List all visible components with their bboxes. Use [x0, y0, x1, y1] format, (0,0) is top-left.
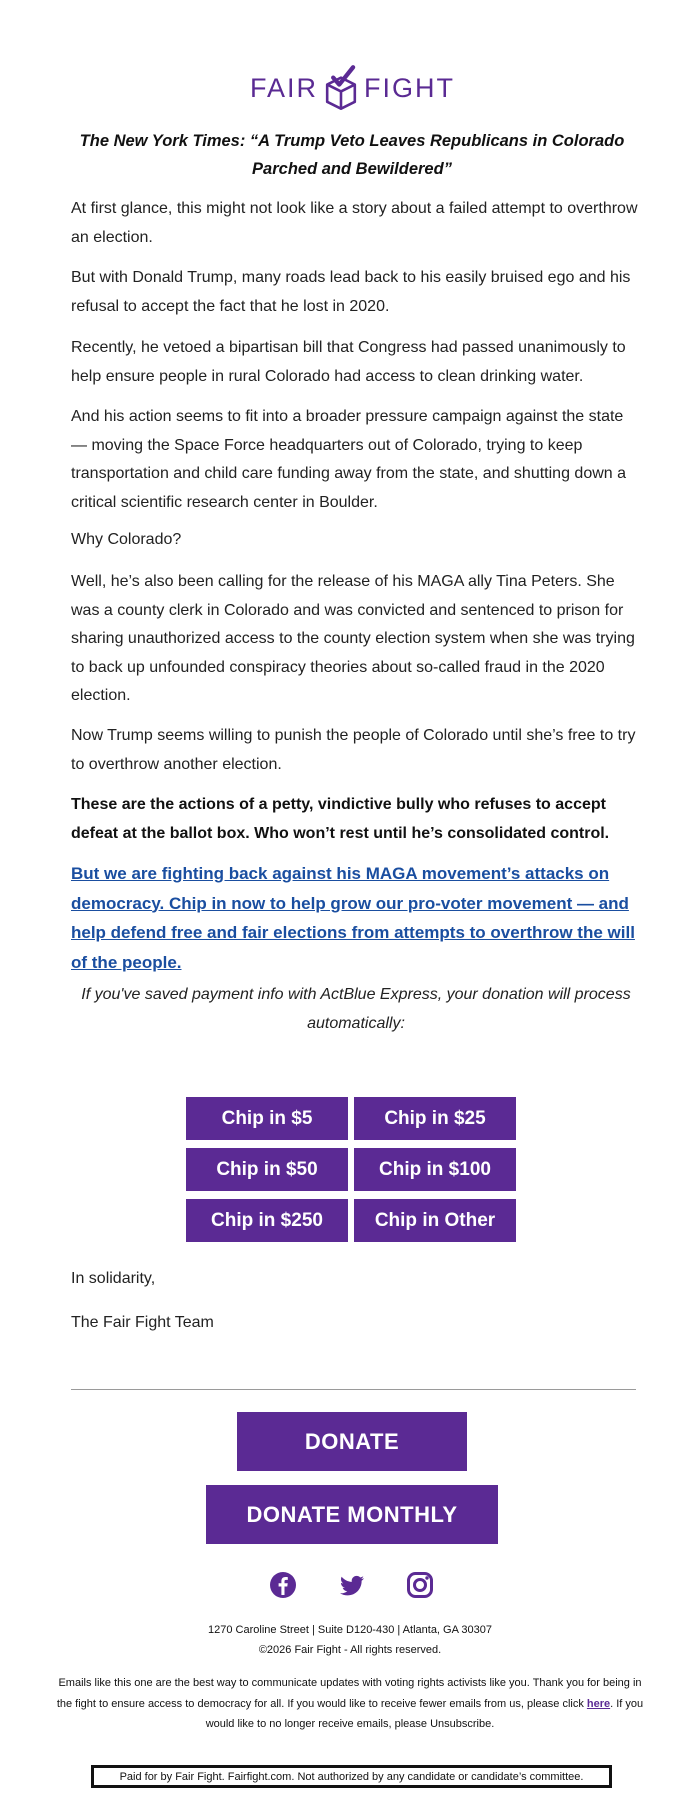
body-paragraph-2: But with Donald Trump, many roads lead back to his easily bruised ego and his refusal to accept the fact that he lost in 2020. — [71, 269, 631, 315]
footer-address: 1270 Caroline Street | Suite D120-430 | Atlanta, GA 30307 — [208, 1624, 492, 1636]
donate-button[interactable]: DONATE — [237, 1412, 467, 1471]
fair-fight-logo[interactable] — [250, 60, 455, 116]
instagram-icon[interactable] — [405, 1570, 435, 1600]
body-paragraph-3: Recently, he vetoed a bipartisan bill that Congress had passed unanimously to help ensure people in rural Colorado had access to clean drinking water. — [71, 339, 626, 385]
fine-print-text: Emails like this one are the best way to communicate updates with voting rights activists like you. Thank you for being in the fight to ensure access to democracy for all. If you would like to receive fewer emails from us, please click — [56, 1677, 642, 1710]
cta-paragraph — [71, 860, 641, 978]
signature: The Fair Fight Team — [71, 1314, 214, 1331]
ballot-box-checkmark-icon — [322, 62, 360, 114]
footer-fine-print — [50, 1673, 650, 1735]
twitter-icon[interactable] — [337, 1570, 367, 1600]
chip-in-50-button[interactable]: Chip in $50 — [186, 1148, 348, 1191]
divider — [71, 1389, 636, 1390]
chip-in-100-button[interactable]: Chip in $100 — [354, 1148, 516, 1191]
fine-print-unsubscribe-text: . If you would like to no longer receive emails, please Unsubscribe. — [205, 1697, 644, 1730]
body-paragraph-4: And his action seems to fit into a broader pressure campaign against the state — moving the Space Force headquarters out of Colorado, trying to keep transportation and child care funding away from the state, and shutting down a critical scientific research center in Boulder. — [71, 408, 627, 511]
body-paragraph-7: Now Trump seems willing to punish the people of Colorado until she’s free to try to overthrow another election. — [71, 727, 636, 773]
logo-word-left: FAIR — [250, 72, 319, 103]
donate-monthly-button[interactable]: DONATE MONTHLY — [206, 1485, 498, 1544]
facebook-icon[interactable] — [268, 1570, 298, 1600]
actblue-express-note: If you've saved payment info with ActBlue Express, your donation will process automatically: — [81, 986, 631, 1032]
body-paragraph-1: At first glance, this might not look like a story about a failed attempt to overthrow an election. — [71, 200, 638, 246]
cta-link[interactable]: But we are fighting back against his MAGA movement’s attacks on democracy. Chip in now to help grow our pro-voter movement — and help defend free and fair elections from attempts to overthrow the will of the people. — [71, 864, 635, 972]
chip-in-other-button[interactable]: Chip in Other — [354, 1199, 516, 1242]
headline: The New York Times: “A Trump Veto Leaves Republicans in Colorado Parched and Bewildered” — [79, 132, 625, 178]
chip-in-250-button[interactable]: Chip in $250 — [186, 1199, 348, 1242]
bold-paragraph: These are the actions of a petty, vindictive bully who refuses to accept defeat at the ballot box. Who won’t rest until he’s consolidated control. — [71, 796, 610, 842]
body-paragraph-5: Why Colorado? — [71, 531, 182, 548]
signoff: In solidarity, — [71, 1270, 156, 1287]
footer-copyright: ©2026 Fair Fight - All rights reserved. — [258, 1644, 442, 1656]
paid-for-disclaimer: Paid for by Fair Fight. Fairfight.com. Not authorized by any candidate or candidate’s committee. — [91, 1765, 612, 1788]
logo-word-right: FIGHT — [364, 72, 455, 103]
body-paragraph-6: Well, he’s also been calling for the release of his MAGA ally Tina Peters. She was a county clerk in Colorado and was convicted and sentenced to prison for sharing unauthorized access to the county election system when she was trying to back up unfounded conspiracy theories about so-called fraud in the 2020 election. — [71, 573, 635, 704]
chip-in-5-button[interactable]: Chip in $5 — [186, 1097, 348, 1140]
chip-in-25-button[interactable]: Chip in $25 — [354, 1097, 516, 1140]
fewer-emails-link[interactable]: here — [586, 1697, 611, 1710]
